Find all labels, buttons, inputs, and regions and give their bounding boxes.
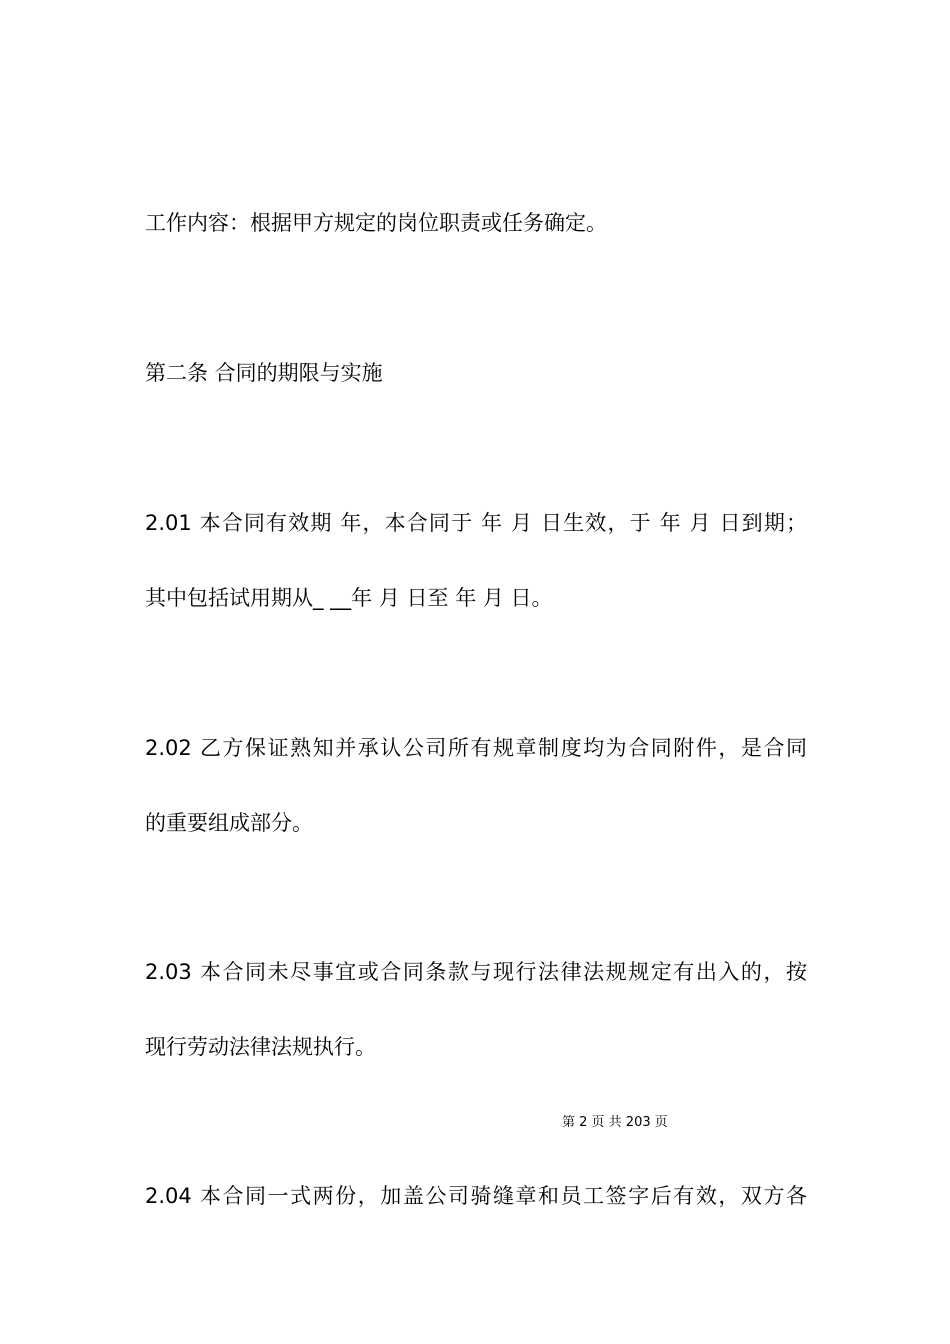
page-number-footer: 第 2 页 共 203 页 <box>562 1115 668 1130</box>
clause-2-03-line-1: 2.03 本合同未尽事宜或合同条款与现行法律法规规定有出入的，按 <box>145 960 807 984</box>
article-two-heading: 第二条 合同的期限与实施 <box>145 361 383 385</box>
clause-2-03-line-2: 现行劳动法律法规执行。 <box>145 1035 376 1059</box>
clause-2-01-line-1: 2.01 本合同有效期 年，本合同于 年 月 日生效，于 年 月 日到期； <box>145 511 807 535</box>
clause-2-04-line-1: 2.04 本合同一式两份，加盖公司骑缝章和员工签字后有效，双方各 <box>145 1184 807 1208</box>
clause-2-02-line-2: 的重要组成部分。 <box>145 811 313 835</box>
clause-2-01-line-2: 其中包括试用期从_ __年 月 日至 年 月 日。 <box>145 586 553 610</box>
clause-2-02-line-1: 2.02 乙方保证熟知并承认公司所有规章制度均为合同附件，是合同 <box>145 736 807 760</box>
work-content-line: 工作内容：根据甲方规定的岗位职责或任务确定。 <box>145 211 607 235</box>
